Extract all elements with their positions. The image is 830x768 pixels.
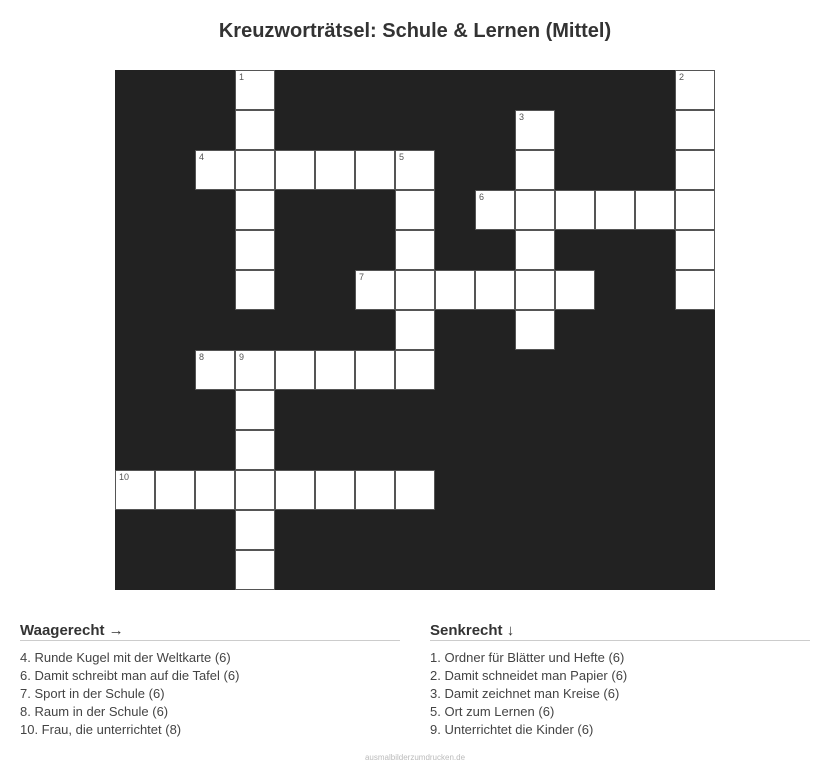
crossword-cell[interactable]: [235, 390, 275, 430]
crossword-cell[interactable]: [675, 270, 715, 310]
crossword-cell[interactable]: [395, 230, 435, 270]
crossword-cell[interactable]: [235, 430, 275, 470]
across-clue: 6. Damit schreibt man auf die Tafel (6): [20, 668, 240, 683]
clue-number: 1: [239, 72, 245, 82]
down-clue: 2. Damit schneidet man Papier (6): [430, 668, 628, 683]
crossword-cell[interactable]: [115, 470, 155, 510]
crossword-cell[interactable]: [275, 150, 315, 190]
down-clue: 1. Ordner für Blätter und Hefte (6): [430, 650, 625, 665]
down-clue: 3. Damit zeichnet man Kreise (6): [430, 686, 620, 701]
across-clue: 10. Frau, die unterrichtet (8): [20, 722, 182, 737]
crossword-cell[interactable]: [235, 510, 275, 550]
down-clue: 5. Ort zum Lernen (6): [430, 704, 555, 719]
crossword-cell[interactable]: [235, 470, 275, 510]
crossword-cell[interactable]: [515, 230, 555, 270]
crossword-cell[interactable]: [515, 110, 555, 150]
crossword-cell[interactable]: [515, 270, 555, 310]
footer-credit: ausmalbilderzumdrucken.de: [364, 753, 466, 762]
crossword-cell[interactable]: [355, 270, 395, 310]
crossword-cell[interactable]: [315, 470, 355, 510]
crossword-cell[interactable]: [675, 110, 715, 150]
down-clue-list: [430, 649, 810, 739]
crossword-cell[interactable]: [235, 70, 275, 110]
crossword-cell[interactable]: [355, 470, 395, 510]
crossword-cell[interactable]: [235, 190, 275, 230]
crossword-cell[interactable]: [515, 150, 555, 190]
across-clue: 4. Runde Kugel mit der Weltkarte (6): [20, 650, 231, 665]
crossword-cell[interactable]: [395, 150, 435, 190]
puzzle-title: Kreuzworträtsel: Schule & Lernen (Mittel): [218, 20, 612, 42]
crossword-cell[interactable]: [235, 550, 275, 590]
crossword-cell[interactable]: [675, 150, 715, 190]
crossword-cell[interactable]: [475, 270, 515, 310]
crossword-cell[interactable]: [675, 70, 715, 110]
crossword-cell[interactable]: [315, 150, 355, 190]
down-clue: 9. Unterrichtet die Kinder (6): [430, 722, 594, 737]
crossword-cell[interactable]: [595, 190, 635, 230]
crossword-cell[interactable]: [275, 470, 315, 510]
crossword-cell[interactable]: [515, 190, 555, 230]
crossword-cell[interactable]: [235, 350, 275, 390]
down-heading: Senkrecht ↓: [430, 621, 810, 641]
across-clues: [20, 621, 400, 739]
crossword-cell[interactable]: [355, 150, 395, 190]
clue-number: 3: [519, 112, 525, 122]
crossword-cell[interactable]: [235, 150, 275, 190]
crossword-cell[interactable]: [195, 350, 235, 390]
crossword-cell[interactable]: [675, 190, 715, 230]
clue-number: 9: [239, 352, 245, 362]
crossword-cell[interactable]: [235, 230, 275, 270]
across-heading: Waagerecht →: [20, 621, 400, 641]
clue-number: 6: [479, 192, 485, 202]
crossword-cell[interactable]: [195, 150, 235, 190]
crossword-cell[interactable]: [235, 110, 275, 150]
crossword-cell[interactable]: [155, 470, 195, 510]
crossword-cell[interactable]: [675, 230, 715, 270]
crossword-cell[interactable]: [195, 470, 235, 510]
crossword-cell[interactable]: [395, 310, 435, 350]
crossword-cell[interactable]: [395, 470, 435, 510]
clue-number: 5: [399, 152, 405, 162]
clue-number: 8: [199, 352, 205, 362]
crossword-cell[interactable]: [555, 190, 595, 230]
crossword-cell[interactable]: [395, 270, 435, 310]
crossword-cell[interactable]: [475, 190, 515, 230]
crossword-cell[interactable]: [395, 350, 435, 390]
crossword-cell[interactable]: [395, 190, 435, 230]
down-clues: [430, 621, 810, 739]
across-clue: 8. Raum in der Schule (6): [20, 704, 169, 719]
crossword-cell[interactable]: [235, 270, 275, 310]
clue-number: 10: [119, 472, 130, 482]
clue-number: 4: [199, 152, 205, 162]
crossword-cell[interactable]: [275, 350, 315, 390]
crossword-cell[interactable]: [635, 190, 675, 230]
across-clue: 7. Sport in der Schule (6): [20, 686, 165, 701]
crossword-cell[interactable]: [315, 350, 355, 390]
across-clue-list: [20, 649, 400, 739]
crossword-cell[interactable]: [355, 350, 395, 390]
crossword-cell[interactable]: [435, 270, 475, 310]
crossword-cell[interactable]: [515, 310, 555, 350]
clue-number: 2: [679, 72, 685, 82]
crossword-grid: [115, 70, 715, 590]
clue-number: 7: [359, 272, 365, 282]
crossword-cell[interactable]: [555, 270, 595, 310]
